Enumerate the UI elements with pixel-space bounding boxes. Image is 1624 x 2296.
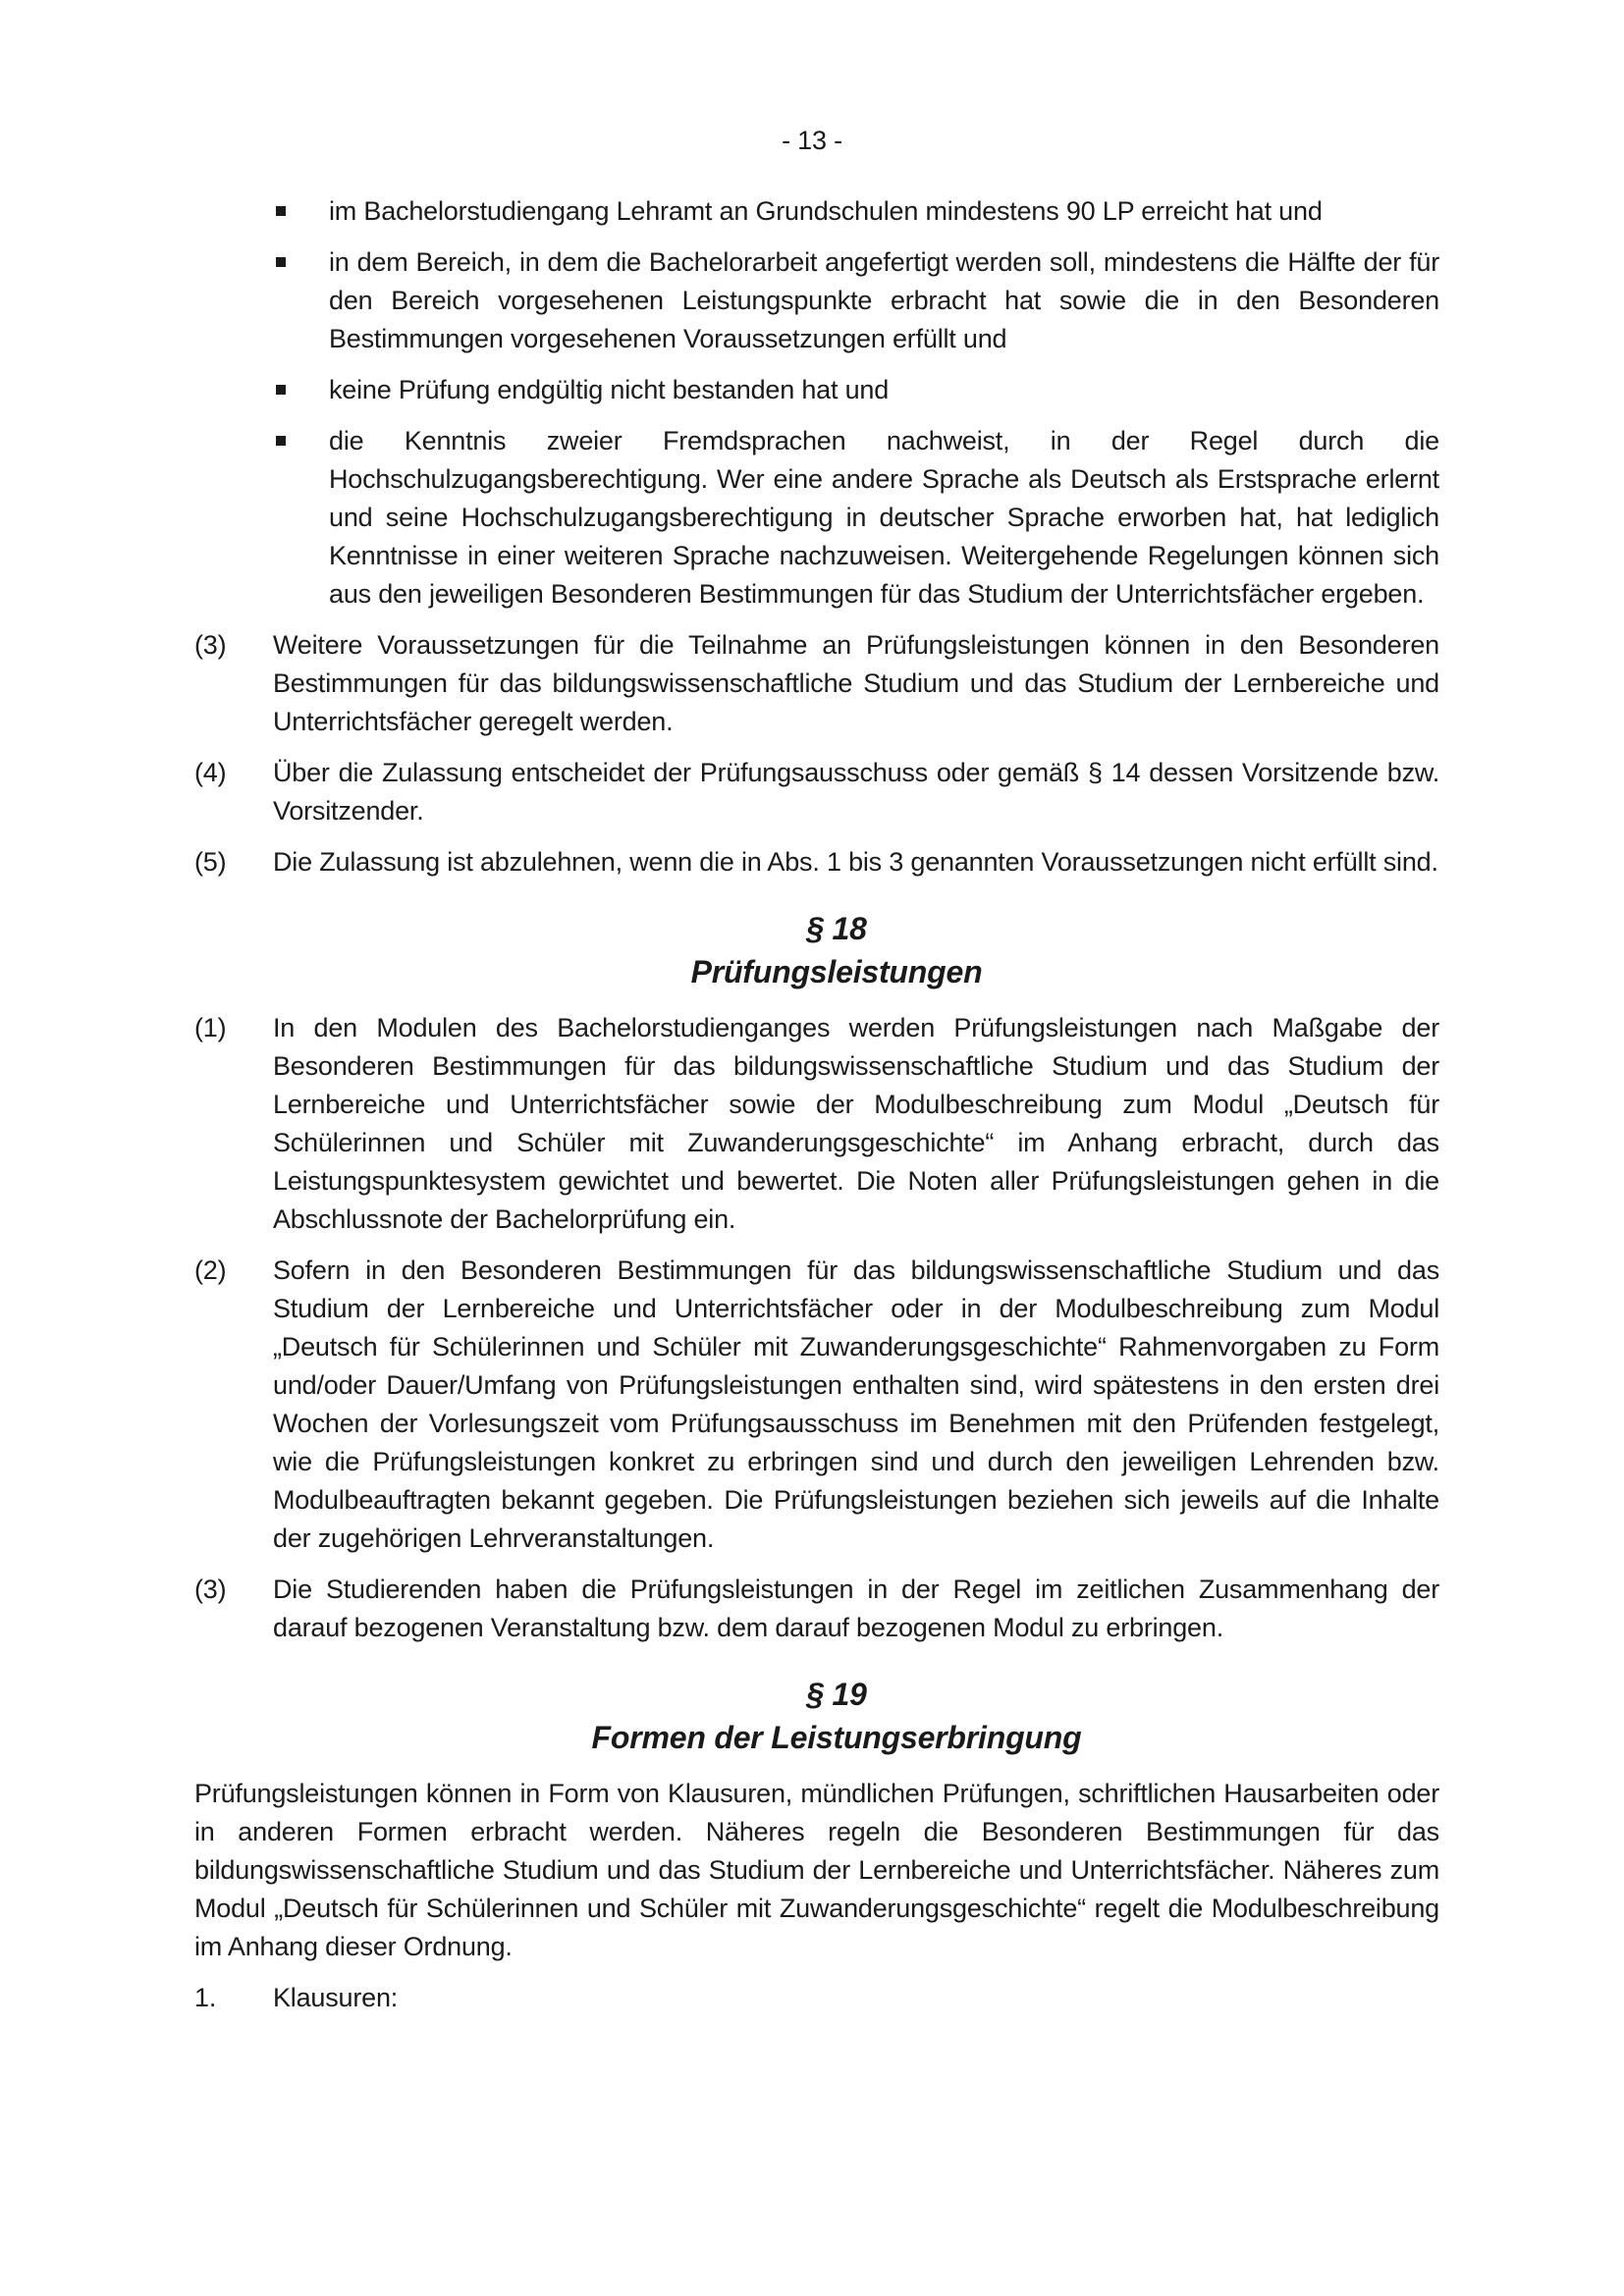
section-title: Prüfungsleistungen bbox=[690, 954, 983, 989]
square-bullet-icon bbox=[276, 436, 286, 446]
bullet-item bbox=[194, 371, 1439, 409]
paragraph-text: In den Modulen des Bachelorstudienganges werden Prüfungsleistungen nach Maßgabe der Besonderen Bestimmungen für das bildungswissenschaftliche Studium und das Studium der Lernbereiche und Unterrichtsfächer sowie der Modulbeschreibung zum Modul „Deutsch für Schülerinnen und Schüler mit Zuwanderungsgeschichte“ im Anhang erbracht, durch das Leistungspunktesystem gewichtet und bewertet. Die Noten aller Prüfungsleistungen gehen in die Abschlussnote der Bachelorprüfung ein. bbox=[273, 1013, 1439, 1234]
bullet-item bbox=[194, 192, 1439, 231]
paragraph-text: Die Studierenden haben die Prüfungsleistungen in der Regel im zeitlichen Zusammenhang der darauf bezogenen Veranstaltung bzw. dem darauf bezogenen Modul zu erbringen. bbox=[273, 1575, 1439, 1642]
paragraph-text: Sofern in den Besonderen Bestimmungen für das bildungswissenschaftliche Studium und das Studium der Lernbereiche und Unterrichtsfächer oder in der Modulbeschreibung zum Modul „Deutsch für Schülerinnen und Schüler mit Zuwanderungsgeschichte“ Rahmenvorgaben zu Form und/oder Dauer/Umfang von Prüfungsleistungen enthalten sind, wird spätestens in den ersten drei Wochen der Vorlesungszeit vom Prüfungsausschuss im Benehmen mit den Prüfenden festgelegt, wie die Prüfungsleistungen konkret zu erbringen sind und durch den jeweiligen Lehrenden bzw. Modulbeauftragten bekannt gegeben. Die Prüfungsleistungen beziehen sich jeweils auf die Inhalte der zugehörigen Lehrveranstaltungen. bbox=[273, 1255, 1439, 1553]
section-18-paragraphs bbox=[194, 1009, 1439, 1647]
numbered-paragraph bbox=[194, 1571, 1439, 1647]
numbered-paragraph bbox=[194, 626, 1439, 741]
section-19-intro: Prüfungsleistungen können in Form von Klausuren, mündlichen Prüfungen, schriftlichen Hausarbeiten oder in anderen Formen erbracht werden. Näheres regeln die Besonderen Bestimmungen für das bildungswissenschaftliche Studium und das Studium der Lernbereiche und Unterrichtsfächer. Näheres zum Modul „Deutsch für Schülerinnen und Schüler mit Zuwanderungsgeschichte“ regelt die Modulbeschreibung im Anhang dieser Ordnung. bbox=[194, 1779, 1439, 1961]
bullet-text: in dem Bereich, in dem die Bachelorarbeit angefertigt werden soll, mindestens die Hälfte der für den Bereich vorgesehenen Leistungspunkte erbracht hat sowie die in den Besonderen Bestimmungen vorgesehenen Voraussetzungen erfüllt und bbox=[329, 247, 1439, 353]
paragraph-number: (3) bbox=[194, 630, 227, 660]
bullet-item bbox=[194, 422, 1439, 614]
list-item-text: Klausuren: bbox=[273, 1983, 399, 2012]
paragraph-text: Weitere Voraussetzungen für die Teilnahme an Prüfungsleistungen können in den Besonderen Bestimmungen für das bildungswissenschaftliche Studium und das Studium der Lernbereiche und Unterrichtsfächer geregelt werden. bbox=[273, 630, 1439, 736]
bullet-text: im Bachelorstudiengang Lehramt an Grundschulen mindestens 90 LP erreicht hat und bbox=[329, 196, 1323, 226]
numbered-paragraph bbox=[194, 1252, 1439, 1558]
page-number: - 13 - bbox=[782, 126, 842, 155]
paragraph-number: (4) bbox=[194, 758, 227, 787]
section-18-heading bbox=[194, 907, 1439, 993]
numbered-paragraph bbox=[194, 1009, 1439, 1239]
numbered-paragraph bbox=[194, 843, 1439, 881]
numbered-paragraph bbox=[194, 754, 1439, 830]
section-number: § 19 bbox=[806, 1677, 867, 1712]
list-number: 1. bbox=[194, 1983, 217, 2012]
section-17-paragraphs bbox=[194, 626, 1439, 881]
paragraph-number: (2) bbox=[194, 1255, 227, 1285]
numbered-list-item bbox=[194, 1979, 1439, 2017]
bullet-text: keine Prüfung endgültig nicht bestanden hat und bbox=[329, 375, 890, 404]
section-number: § 18 bbox=[806, 911, 867, 946]
prerequisite-bullet-list bbox=[194, 192, 1439, 614]
square-bullet-icon bbox=[276, 257, 286, 267]
page-content bbox=[194, 192, 1439, 2030]
section-title: Formen der Leistungserbringung bbox=[591, 1720, 1082, 1755]
square-bullet-icon bbox=[276, 206, 286, 216]
paragraph-text: Die Zulassung ist abzulehnen, wenn die in Abs. 1 bis 3 genannten Voraussetzungen nicht erfüllt sind. bbox=[273, 847, 1438, 877]
square-bullet-icon bbox=[276, 385, 286, 395]
paragraph-number: (3) bbox=[194, 1575, 227, 1604]
paragraph-number: (5) bbox=[194, 847, 227, 877]
section-19-heading bbox=[194, 1673, 1439, 1759]
bullet-text: die Kenntnis zweier Fremdsprachen nachweist, in der Regel durch die Hochschulzugangsberechtigung. Wer eine andere Sprache als Deutsch als Erstsprache erlernt und seine Hochschulzugangsberechtigung in deutscher Sprache erworben hat, hat lediglich Kenntnisse in einer weiteren Sprache nachzuweisen. Weitergehende Regelungen können sich aus den jeweiligen Besonderen Bestimmungen für das Studium der Unterrichtsfächer ergeben. bbox=[329, 426, 1439, 609]
bullet-item bbox=[194, 243, 1439, 358]
paragraph-number: (1) bbox=[194, 1013, 227, 1042]
paragraph-text: Über die Zulassung entscheidet der Prüfungsausschuss oder gemäß § 14 dessen Vorsitzende bzw. Vorsitzender. bbox=[273, 758, 1439, 826]
